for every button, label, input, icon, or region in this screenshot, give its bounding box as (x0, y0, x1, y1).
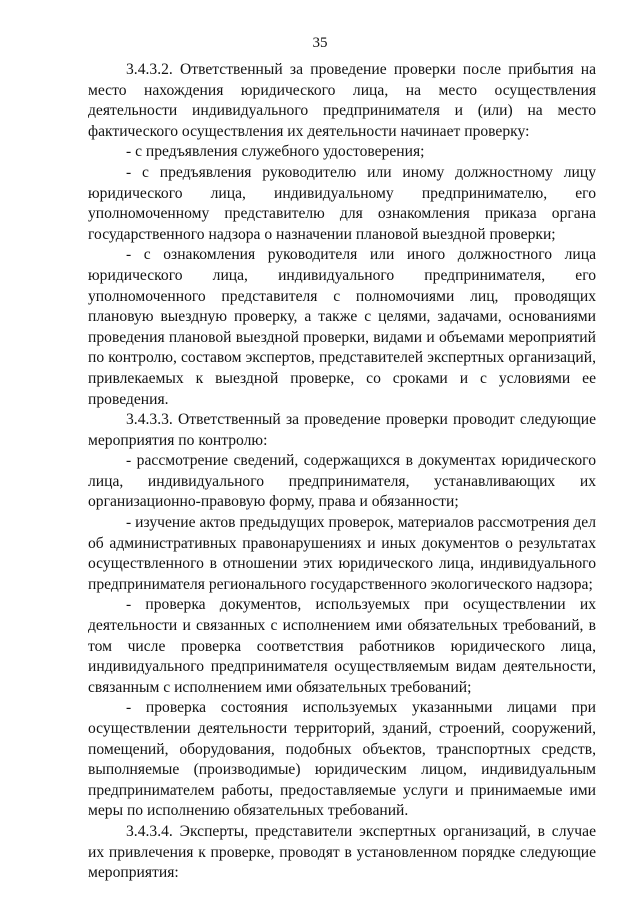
list-item-check-documents: - проверка документов, используемых при осуществлении их деятельности и связанных с исполнением ими обязательных требований, в том числе проверка соответствия работников юридического лица, индивидуального предпринимателя осуществляемым видам деятельности, связанным с исполнением ими обязательных требований; (88, 596, 596, 696)
document-body (88, 60, 596, 884)
page-number: 35 (312, 35, 328, 51)
list-item-check-condition: - проверка состояния используемых указанными лицами при осуществлении деятельности территорий, зданий, строений, сооружений, помещений, оборудования, подобных объектов, транспортных средств, выполняемые (производимые) юридическим лицом, индивидуальным предпринимателем работы, предоставляемые услуги и принимаемые ими меры по исполнению обязательных требований. (88, 699, 596, 820)
list-item-familiarization: - с ознакомления руководителя или иного должностного лица юридического лица, индивидуального предпринимателя, его уполномоченного представителя с полномочиями лиц, проводящих плановую выездную проверку, а также с целями, задачами, основаниями проведения плановой выездной проверки, видами и объемами мероприятий по контролю, составом экспертов, представителей экспертных организаций, привлекаемых к выездной проверке, со сроками и с условиями ее проведения. (88, 246, 596, 408)
paragraph-3-4-3-3: 3.4.3.3. Ответственный за проведение проверки проводит следующие мероприятия по контролю: (88, 411, 596, 449)
list-item-order-presentation: - с предъявления руководителю или иному должностному лицу юридического лица, индивидуальному предпринимателю, его уполномоченному представителю для ознакомления приказа органа государственного надзора о назначении плановой выездной проверки; (88, 163, 596, 243)
list-item-review-documents: - рассмотрение сведений, содержащихся в документах юридического лица, индивидуального предпринимателя, устанавливающих их организационно-правовую форму, права и обязанности; (88, 452, 596, 511)
list-item-study-acts: - изучение актов предыдущих проверок, материалов рассмотрения дел об административных правонарушениях и иных документов о результатах осуществленного в отношении этих юридического лица, индивидуального предпринимателя регионального государственного экологического надзора; (88, 514, 596, 593)
paragraph-3-4-3-2: 3.4.3.2. Ответственный за проведение проверки после прибытия на место нахождения юридического лица, на место осуществления деятельности индивидуального предпринимателя и (или) на место фактического осуществления их деятельности начинает проверку: (88, 61, 596, 140)
paragraph-3-4-3-4: 3.4.3.4. Эксперты, представители экспертных организаций, в случае их привлечения к проверке, проводят в установленном порядке следующие мероприятия: (88, 822, 596, 882)
list-item-certificate: - с предъявления служебного удостоверения; (126, 143, 425, 161)
